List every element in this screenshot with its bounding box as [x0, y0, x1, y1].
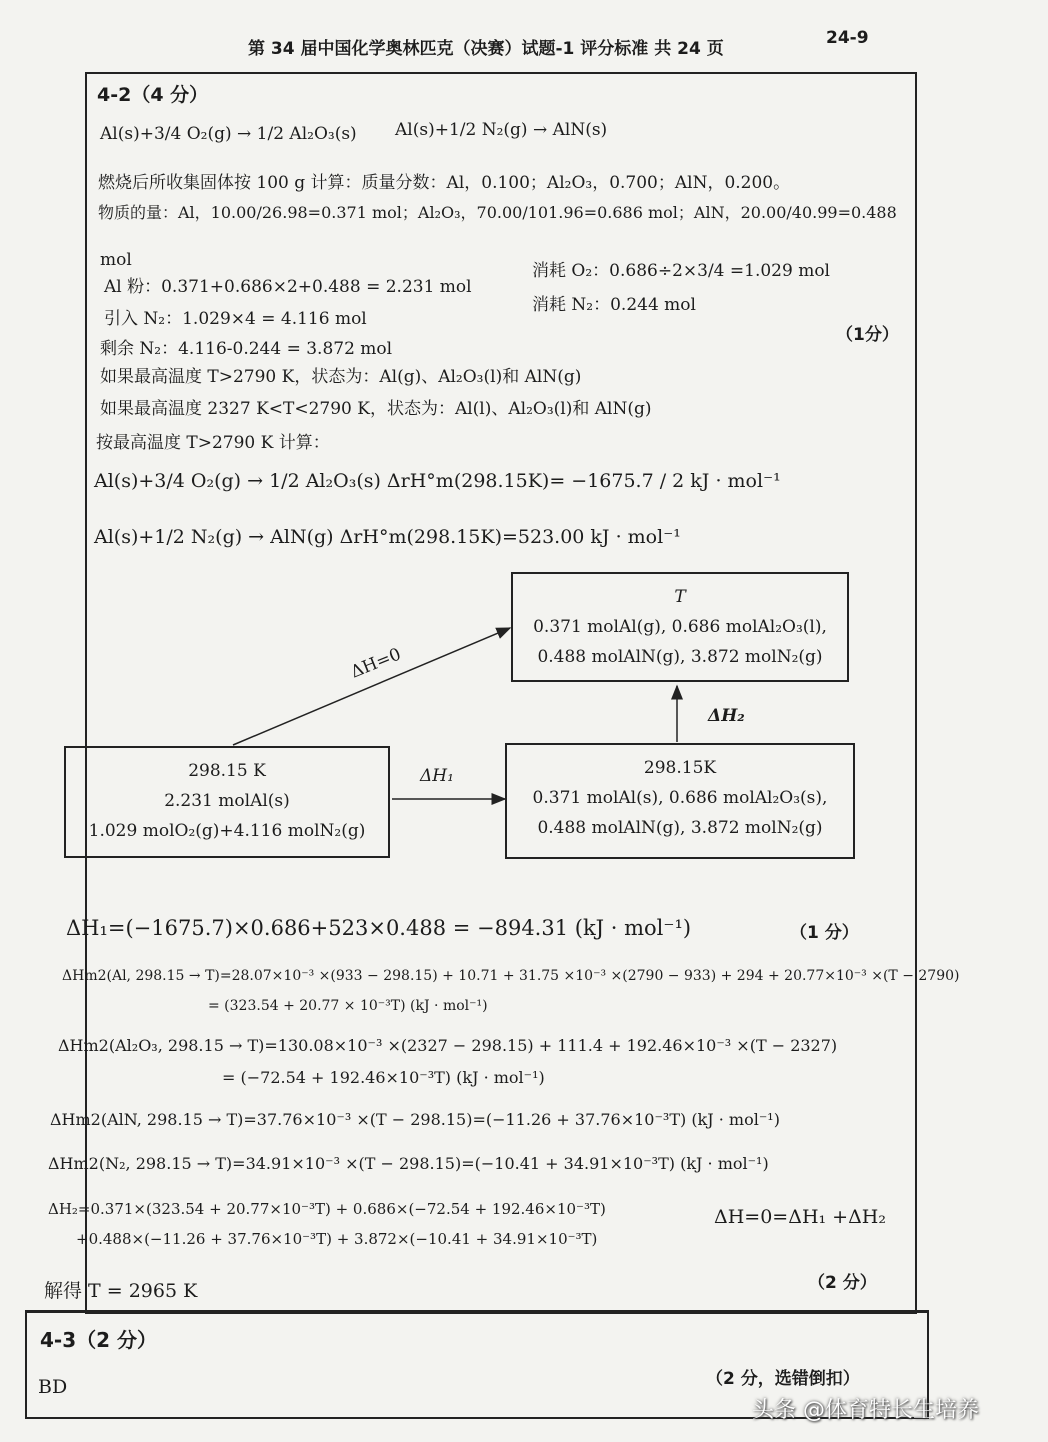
- label-dh1: ΔH₁: [420, 766, 454, 786]
- page-number: 24-9: [826, 28, 869, 48]
- initial-temperature: 298.15 K: [188, 761, 266, 781]
- state-box-final: [511, 572, 849, 682]
- state-case-2: 如果最高温度 2327 K<T<2790 K，状态为：Al(l)、Al₂O₃(l)和 AlN(g): [100, 399, 652, 419]
- section-4-3-heading: 4-3（2 分）: [40, 1328, 158, 1352]
- initial-species-2: 1.029 molO₂(g)+4.116 molN₂(g): [88, 821, 366, 841]
- dh-n2-line: ΔHm2(N₂, 298.15 → T)=34.91×10⁻³ ×(T − 298.15)=(−10.41 + 34.91×10⁻³T) (kJ · mol⁻¹): [48, 1154, 769, 1173]
- dh1-equation: ΔH₁=(−1675.7)×0.686+523×0.488 = −894.31 (kJ · mol⁻¹): [66, 916, 692, 940]
- calc-basis-line: 按最高温度 T>2790 K 计算：: [96, 433, 330, 453]
- enthalpy-eq-al2o3: Al(s)+3/4 O₂(g) → 1/2 Al₂O₃(s) ΔrH°m(298.15K)= −1675.7 / 2 kJ · mol⁻¹: [94, 470, 781, 492]
- reaction-al-o2: Al(s)+3/4 O₂(g) → 1/2 Al₂O₃(s): [100, 124, 357, 144]
- state-box-intermediate: [505, 743, 855, 859]
- final-temperature: T: [674, 587, 686, 607]
- state-box-initial: [64, 746, 390, 858]
- section-4-3-answer: BD: [38, 1376, 68, 1398]
- label-dh2: ΔH₂: [708, 706, 745, 726]
- dh-al2o3-line-2: = (−72.54 + 192.46×10⁻³T) (kJ · mol⁻¹): [222, 1068, 545, 1087]
- dh-al-line-1: ΔHm2(Al, 298.15 → T)=28.07×10⁻³ ×(933 − 298.15) + 10.71 + 31.75 ×10⁻³ ×(2790 − 933) + 294 + 20.77×10⁻³ ×(T − 2790): [62, 968, 960, 984]
- o2-consumed-line: 消耗 O₂：0.686÷2×3/4 =1.029 mol: [532, 261, 830, 281]
- dh2-line-1: ΔH₂=0.371×(323.54 + 20.77×10⁻³T) + 0.686×(−72.54 + 192.46×10⁻³T): [48, 1200, 606, 1218]
- mid-species-2: 0.488 molAlN(g), 3.872 molN₂(g): [537, 818, 823, 838]
- section-4-2-heading: 4-2（4 分）: [97, 84, 209, 106]
- dh-total-line: ΔH=0=ΔH₁ +ΔH₂: [714, 1206, 886, 1228]
- initial-species-1: 2.231 molAl(s): [164, 791, 290, 811]
- amount-line: 物质的量：Al，10.00/26.98=0.371 mol；Al₂O₃，70.00/101.96=0.686 mol；AlN，20.00/40.99=0.488: [98, 203, 897, 222]
- watermark: 头条 @体育特长生培养: [752, 1398, 979, 1423]
- section-4-3-score: （2 分，选错倒扣）: [706, 1369, 860, 1389]
- dh-al2o3-line-1: ΔHm2(Al₂O₃, 298.15 → T)=130.08×10⁻³ ×(2327 − 298.15) + 111.4 + 192.46×10⁻³ ×(T − 2327): [58, 1036, 838, 1055]
- score-solution: （2 分）: [808, 1273, 877, 1293]
- reaction-al-n2: Al(s)+1/2 N₂(g) → AlN(s): [395, 120, 608, 140]
- solution-line: 解得 T = 2965 K: [44, 1280, 198, 1302]
- dh-al-line-2: = (323.54 + 20.77 × 10⁻³T) (kJ · mol⁻¹): [208, 998, 488, 1014]
- enthalpy-eq-aln: Al(s)+1/2 N₂(g) → AlN(g) ΔrH°m(298.15K)=523.00 kJ · mol⁻¹: [94, 526, 681, 548]
- label-dh0: ΔH=0: [348, 644, 404, 683]
- score-1: （1分）: [836, 325, 899, 345]
- mass-fraction-line: 燃烧后所收集固体按 100 g 计算：质量分数：Al，0.100；Al₂O₃，0.700；AlN，0.200。: [98, 173, 791, 193]
- arrow-dh0: [233, 628, 510, 745]
- final-species-2: 0.488 molAlN(g), 3.872 molN₂(g): [537, 647, 823, 667]
- n2-consumed-line: 消耗 N₂：0.244 mol: [532, 295, 696, 315]
- mid-species-1: 0.371 molAl(s), 0.686 molAl₂O₃(s),: [532, 788, 828, 808]
- mid-temperature: 298.15K: [643, 758, 717, 778]
- dh-aln-line: ΔHm2(AlN, 298.15 → T)=37.76×10⁻³ ×(T − 298.15)=(−11.26 + 37.76×10⁻³T) (kJ · mol⁻¹): [50, 1110, 780, 1129]
- score-dh1: （1 分）: [790, 923, 859, 943]
- page-header-title: 第 34 届中国化学奥林匹克（决赛）试题-1 评分标准 共 24 页: [248, 39, 724, 59]
- amount-unit: mol: [100, 250, 132, 270]
- state-case-1: 如果最高温度 T>2790 K，状态为：Al(g)、Al₂O₃(l)和 AlN(g): [100, 367, 582, 387]
- n2-introduced-line: 引入 N₂：1.029×4 = 4.116 mol: [104, 309, 367, 329]
- final-species-1: 0.371 molAl(g), 0.686 molAl₂O₃(l),: [533, 617, 827, 637]
- dh2-line-2: +0.488×(−11.26 + 37.76×10⁻³T) + 3.872×(−10.41 + 34.91×10⁻³T): [76, 1230, 598, 1248]
- n2-remaining-line: 剩余 N₂：4.116-0.244 = 3.872 mol: [100, 339, 393, 359]
- al-powder-line: Al 粉：0.371+0.686×2+0.488 = 2.231 mol: [104, 277, 472, 297]
